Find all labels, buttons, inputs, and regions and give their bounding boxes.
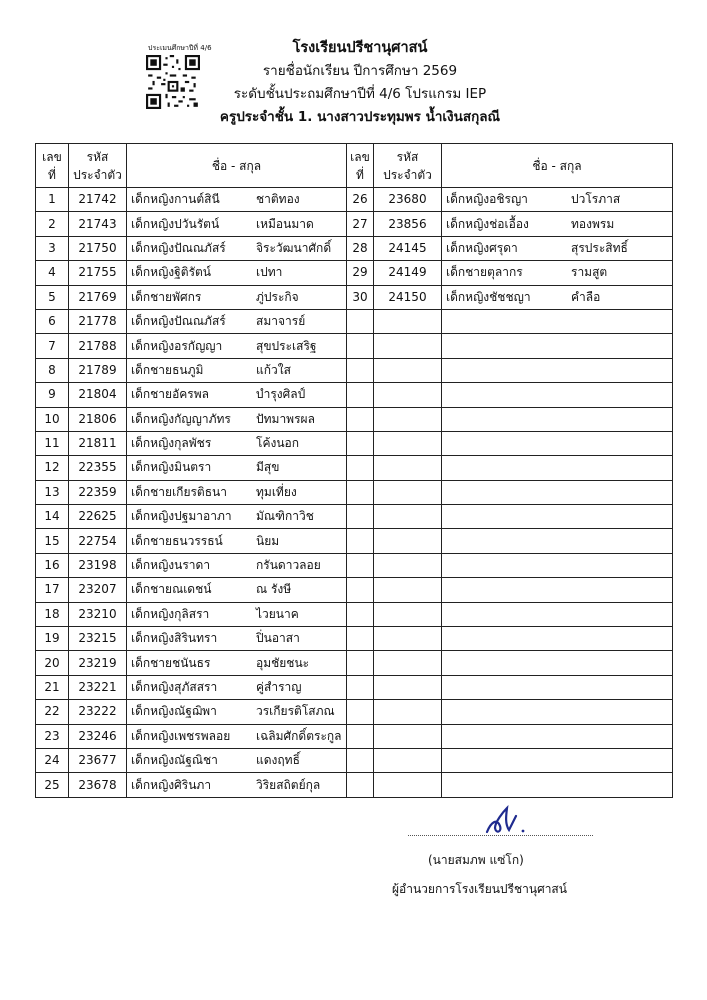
empty-cell: [374, 578, 442, 602]
student-last-name: ปิ่นอาสา: [256, 631, 300, 646]
row-number-cell: 29: [347, 261, 374, 285]
table-row: [36, 456, 673, 480]
list-title: รายชื่อนักเรียน ปีการศึกษา 2569: [262, 63, 458, 79]
student-last-name: ณ รังษี: [256, 582, 292, 597]
student-first-name: เด็กหญิงศิรินภา: [131, 777, 212, 792]
student-name-cell: [127, 627, 347, 651]
student-name-cell: [127, 407, 347, 431]
document-header: [200, 37, 520, 129]
student-last-name: ทุมเที่ยง: [256, 484, 297, 499]
row-number-cell: 6: [36, 309, 69, 333]
student-id-cell: 23207: [69, 578, 127, 602]
roster-body: [36, 188, 673, 798]
student-last-name: วิริยสถิตย์กุล: [256, 777, 321, 792]
empty-cell: [374, 773, 442, 797]
student-first-name: เด็กชายธนภูมิ: [131, 362, 204, 377]
empty-cell: [374, 627, 442, 651]
qr-code-icon: [146, 55, 200, 109]
student-name-cell: [442, 261, 673, 285]
empty-cell: [442, 407, 673, 431]
row-number-cell: 13: [36, 480, 69, 504]
student-id-cell: 23219: [69, 651, 127, 675]
student-first-name: เด็กหญิงปัณณภัสร์: [131, 240, 226, 255]
empty-cell: [374, 383, 442, 407]
row-number-cell: 4: [36, 261, 69, 285]
empty-cell: [442, 651, 673, 675]
student-first-name: เด็กหญิงสิรินทรา: [131, 631, 218, 646]
row-number-cell: 28: [347, 236, 374, 260]
student-id-cell: 24149: [374, 261, 442, 285]
row-number-cell: 26: [347, 188, 374, 212]
student-name-cell: [127, 285, 347, 309]
student-name-cell: [127, 529, 347, 553]
student-name-cell: [127, 236, 347, 260]
class-level: ระดับชั้นประถมศึกษาปีที่ 4/6 โปรแกรม IEP: [233, 86, 487, 102]
table-row: [36, 285, 673, 309]
empty-cell: [374, 456, 442, 480]
empty-cell: [347, 431, 374, 455]
student-name-cell: [127, 748, 347, 772]
table-row: [36, 261, 673, 285]
student-id-cell: 23222: [69, 700, 127, 724]
row-number-cell: 24: [36, 748, 69, 772]
empty-cell: [374, 651, 442, 675]
student-name-cell: [127, 480, 347, 504]
table-row: [36, 651, 673, 675]
empty-cell: [347, 334, 374, 358]
student-name-cell: [127, 212, 347, 236]
column-header-number-right: เลข ที่: [347, 144, 374, 188]
table-row: [36, 407, 673, 431]
student-name-cell: [127, 602, 347, 626]
student-name-cell: [127, 358, 347, 382]
student-last-name: คู่สำราญ: [256, 680, 302, 694]
table-row: [36, 358, 673, 382]
empty-cell: [442, 334, 673, 358]
column-header-name-right: ชื่อ - สกุล: [442, 144, 673, 188]
student-id-cell: 23198: [69, 553, 127, 577]
empty-cell: [374, 602, 442, 626]
student-last-name: กรันดาวลอย: [256, 558, 321, 573]
empty-cell: [442, 602, 673, 626]
student-name-cell: [127, 553, 347, 577]
student-roster-table: [35, 143, 673, 798]
student-id-cell: 21789: [69, 358, 127, 382]
row-number-cell: 22: [36, 700, 69, 724]
table-row: [36, 602, 673, 626]
student-first-name: เด็กหญิงณัฐฌิพา: [131, 704, 217, 719]
empty-cell: [347, 675, 374, 699]
student-id-cell: 24150: [374, 285, 442, 309]
table-row: [36, 627, 673, 651]
student-last-name: แดงฤทธิ์: [256, 753, 300, 768]
signature-line: [408, 835, 593, 836]
student-id-cell: 23246: [69, 724, 127, 748]
empty-cell: [374, 407, 442, 431]
student-first-name: เด็กชายณเดชน์: [131, 582, 212, 597]
empty-cell: [374, 334, 442, 358]
student-id-cell: 22625: [69, 505, 127, 529]
table-row: [36, 748, 673, 772]
student-id-cell: 21755: [69, 261, 127, 285]
column-header-number: เลข ที่: [36, 144, 69, 188]
row-number-cell: 3: [36, 236, 69, 260]
student-first-name: เด็กหญิงศรุดา: [446, 240, 518, 255]
student-first-name: เด็กชายอัครพล: [131, 387, 210, 402]
homeroom-teacher: ครูประจำชั้น 1. นางสาวประทุมพร น้ำเงินสกุลณี: [219, 109, 501, 125]
student-name-cell: [127, 383, 347, 407]
student-first-name: เด็กหญิงเพชรพลอย: [131, 728, 231, 743]
empty-cell: [374, 553, 442, 577]
empty-cell: [442, 480, 673, 504]
table-row: [36, 529, 673, 553]
empty-cell: [374, 675, 442, 699]
row-number-cell: 9: [36, 383, 69, 407]
student-first-name: เด็กหญิงชัชชญา: [446, 289, 531, 304]
empty-cell: [347, 505, 374, 529]
student-last-name: แก้วใส: [256, 362, 291, 377]
empty-cell: [442, 529, 673, 553]
student-first-name: เด็กชายชนันธร: [131, 655, 211, 670]
empty-cell: [347, 383, 374, 407]
student-id-cell: 21743: [69, 212, 127, 236]
row-number-cell: 10: [36, 407, 69, 431]
empty-cell: [442, 553, 673, 577]
student-name-cell: [127, 261, 347, 285]
student-name-cell: [127, 651, 347, 675]
table-row: [36, 188, 673, 212]
student-id-cell: 21750: [69, 236, 127, 260]
empty-cell: [442, 358, 673, 382]
row-number-cell: 25: [36, 773, 69, 797]
student-first-name: เด็กหญิงช่อเอื้อง: [446, 216, 529, 231]
document-code-label: ประเมนศึกษาปีที่ 4/6: [148, 44, 212, 52]
student-name-cell: [442, 285, 673, 309]
table-row: [36, 431, 673, 455]
empty-cell: [347, 700, 374, 724]
student-last-name: จิระวัฒนาศักดิ์: [256, 240, 332, 255]
student-first-name: เด็กหญิงกานต์สินี: [131, 192, 220, 207]
student-last-name: สุรประสิทธิ์: [571, 240, 628, 255]
empty-cell: [347, 724, 374, 748]
table-row: [36, 212, 673, 236]
empty-cell: [442, 431, 673, 455]
student-first-name: เด็กหญิงสุภัสสรา: [131, 680, 218, 694]
student-name-cell: [127, 334, 347, 358]
student-first-name: เด็กหญิงปฐมาอาภา: [131, 509, 232, 524]
table-row: [36, 383, 673, 407]
empty-cell: [442, 700, 673, 724]
student-last-name: ไวยนาค: [256, 606, 299, 621]
empty-cell: [347, 578, 374, 602]
school-name: โรงเรียนปรีชานุศาสน์: [292, 40, 428, 56]
empty-cell: [374, 700, 442, 724]
student-first-name: เด็กหญิงปัณณภัสร์: [131, 314, 226, 329]
student-id-cell: 23680: [374, 188, 442, 212]
row-number-cell: 14: [36, 505, 69, 529]
student-first-name: เด็กชายตุลากร: [446, 265, 523, 280]
student-last-name: เฉลิมศักดิ์ตระกูล: [256, 728, 342, 743]
row-number-cell: 30: [347, 285, 374, 309]
student-last-name: โค้งนอก: [256, 436, 300, 451]
row-number-cell: 17: [36, 578, 69, 602]
row-number-cell: 20: [36, 651, 69, 675]
student-name-cell: [127, 505, 347, 529]
student-first-name: เด็กหญิงกัญญาภัทร: [131, 411, 231, 426]
student-name-cell: [127, 773, 347, 797]
empty-cell: [347, 651, 374, 675]
empty-cell: [347, 773, 374, 797]
empty-cell: [374, 505, 442, 529]
student-last-name: ทองพรม: [571, 216, 615, 231]
student-last-name: ปัทมาพรผล: [256, 411, 315, 426]
empty-cell: [347, 553, 374, 577]
empty-cell: [442, 309, 673, 333]
table-row: [36, 773, 673, 797]
student-name-cell: [127, 700, 347, 724]
student-first-name: เด็กหญิงณัฐณิชา: [131, 753, 218, 768]
row-number-cell: 2: [36, 212, 69, 236]
student-last-name: เปทา: [256, 265, 283, 280]
student-name-cell: [127, 309, 347, 333]
table-row: [36, 236, 673, 260]
column-header-student-id: รหัส ประจำตัว: [69, 144, 127, 188]
signer-name: (นายสมภพ แซ่โก): [428, 853, 524, 867]
student-id-cell: 23677: [69, 748, 127, 772]
student-name-cell: [127, 578, 347, 602]
table-row: [36, 553, 673, 577]
table-row: [36, 309, 673, 333]
student-name-cell: [127, 675, 347, 699]
row-number-cell: 16: [36, 553, 69, 577]
empty-cell: [374, 358, 442, 382]
table-header-row: [36, 144, 673, 188]
student-first-name: เด็กชายพัศกร: [131, 289, 202, 304]
empty-cell: [374, 480, 442, 504]
student-id-cell: 23215: [69, 627, 127, 651]
student-last-name: ชาติทอง: [256, 192, 300, 207]
empty-cell: [442, 724, 673, 748]
row-number-cell: 15: [36, 529, 69, 553]
empty-cell: [442, 627, 673, 651]
student-last-name: รามสูต: [571, 265, 608, 280]
student-name-cell: [127, 431, 347, 455]
row-number-cell: 12: [36, 456, 69, 480]
row-number-cell: 7: [36, 334, 69, 358]
student-last-name: ปวโรภาส: [571, 192, 621, 207]
row-number-cell: 18: [36, 602, 69, 626]
student-first-name: เด็กหญิงฐิติรัตน์: [131, 265, 212, 280]
student-last-name: คำลือ: [571, 289, 601, 304]
empty-cell: [347, 529, 374, 553]
student-first-name: เด็กหญิงมินตรา: [131, 460, 212, 475]
empty-cell: [347, 627, 374, 651]
student-last-name: สุขประเสริฐ: [256, 338, 317, 353]
row-number-cell: 8: [36, 358, 69, 382]
student-first-name: เด็กหญิงกุลิสรา: [131, 606, 210, 621]
empty-cell: [442, 578, 673, 602]
row-number-cell: 19: [36, 627, 69, 651]
student-id-cell: 22754: [69, 529, 127, 553]
table-row: [36, 724, 673, 748]
empty-cell: [347, 358, 374, 382]
student-name-cell: [442, 188, 673, 212]
student-first-name: เด็กชายเกียรติธนา: [131, 484, 227, 499]
column-header-name: ชื่อ - สกุล: [127, 144, 347, 188]
student-id-cell: 21742: [69, 188, 127, 212]
student-name-cell: [442, 212, 673, 236]
student-id-cell: 24145: [374, 236, 442, 260]
student-id-cell: 21804: [69, 383, 127, 407]
empty-cell: [442, 505, 673, 529]
row-number-cell: 11: [36, 431, 69, 455]
student-first-name: เด็กหญิงอชิรญา: [446, 192, 528, 207]
empty-cell: [347, 602, 374, 626]
student-id-cell: 23856: [374, 212, 442, 236]
signer-title: ผู้อำนวยการโรงเรียนปรีชานุศาสน์: [392, 882, 567, 896]
student-id-cell: 21778: [69, 309, 127, 333]
empty-cell: [347, 480, 374, 504]
student-last-name: วรเกียรติโสภณ: [256, 704, 335, 719]
row-number-cell: 21: [36, 675, 69, 699]
student-id-cell: 22359: [69, 480, 127, 504]
empty-cell: [442, 675, 673, 699]
column-header-student-id-right: รหัส ประจำตัว: [374, 144, 442, 188]
empty-cell: [374, 431, 442, 455]
student-id-cell: 21769: [69, 285, 127, 309]
empty-cell: [374, 724, 442, 748]
student-first-name: เด็กหญิงปวันรัตน์: [131, 216, 220, 231]
student-last-name: บำรุงศิลป์: [256, 387, 306, 402]
student-last-name: ภู่ประกิจ: [256, 289, 299, 304]
student-last-name: เหมือนมาด: [256, 216, 314, 231]
student-first-name: เด็กหญิงอรกัญญา: [131, 338, 223, 353]
student-name-cell: [127, 724, 347, 748]
table-row: [36, 578, 673, 602]
empty-cell: [347, 309, 374, 333]
student-last-name: นิยม: [256, 533, 280, 548]
table-row: [36, 334, 673, 358]
student-name-cell: [127, 456, 347, 480]
table-row: [36, 675, 673, 699]
row-number-cell: 23: [36, 724, 69, 748]
student-id-cell: 23221: [69, 675, 127, 699]
student-name-cell: [442, 236, 673, 260]
table-row: [36, 700, 673, 724]
empty-cell: [374, 748, 442, 772]
row-number-cell: 27: [347, 212, 374, 236]
student-id-cell: 21788: [69, 334, 127, 358]
empty-cell: [374, 309, 442, 333]
student-id-cell: 23678: [69, 773, 127, 797]
row-number-cell: 1: [36, 188, 69, 212]
empty-cell: [442, 748, 673, 772]
student-id-cell: 23210: [69, 602, 127, 626]
table-row: [36, 480, 673, 504]
student-last-name: มีสุข: [256, 460, 280, 475]
empty-cell: [442, 773, 673, 797]
empty-cell: [442, 383, 673, 407]
empty-cell: [442, 456, 673, 480]
student-first-name: เด็กหญิงนราดา: [131, 558, 211, 573]
empty-cell: [347, 456, 374, 480]
student-first-name: เด็กหญิงกุลพัชร: [131, 436, 212, 451]
empty-cell: [374, 529, 442, 553]
empty-cell: [347, 748, 374, 772]
student-name-cell: [127, 188, 347, 212]
row-number-cell: 5: [36, 285, 69, 309]
student-last-name: สมาจารย์: [256, 314, 306, 329]
student-last-name: มัณฑิกาวิช: [256, 509, 314, 524]
empty-cell: [347, 407, 374, 431]
student-first-name: เด็กชายธนวรรธน์: [131, 533, 223, 548]
table-row: [36, 505, 673, 529]
student-id-cell: 21811: [69, 431, 127, 455]
student-id-cell: 22355: [69, 456, 127, 480]
student-last-name: อุมชัยชนะ: [256, 655, 310, 670]
signature-mark: [483, 804, 533, 838]
student-id-cell: 21806: [69, 407, 127, 431]
